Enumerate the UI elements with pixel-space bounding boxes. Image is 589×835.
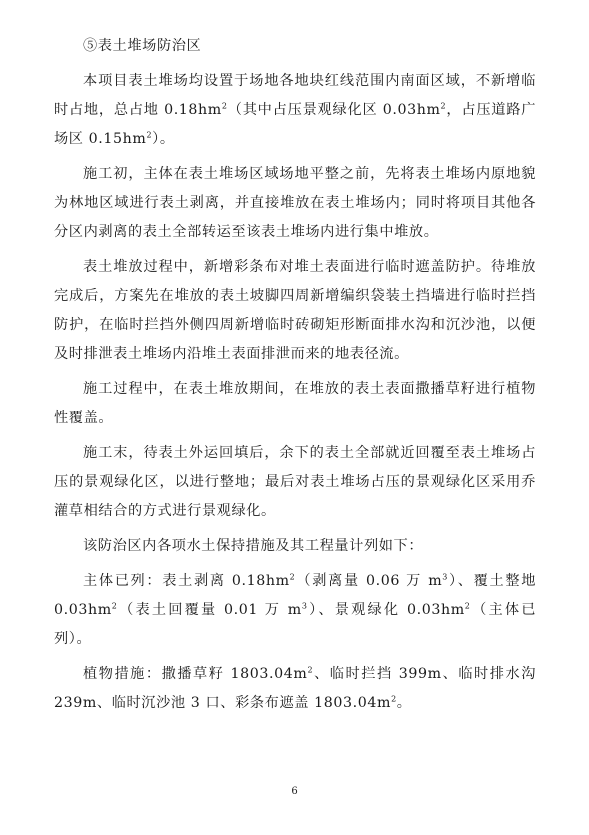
paragraph-2 (54, 160, 536, 247)
superscript: 2 (111, 601, 118, 611)
superscript: 3 (442, 572, 448, 582)
text-run: 、临时拦挡 399m、临时排水沟 239m、临时沉沙池 3 口、彩条布遮盖 1803.04m (54, 666, 536, 711)
text-run: ）、覆土整地 0.03hm (54, 573, 536, 618)
superscript: 2 (221, 101, 228, 111)
paragraph-8 (54, 660, 536, 718)
text-run: 施工初，主体在表土堆场区域场地平整之前，先将表土堆场内原地貌为林地区域进行表土剥离，并直接堆放在表土堆场内；同时将项目其他各分区内剥离的表土全部转运至该表土堆场内进行集中堆放。 (54, 166, 536, 240)
paragraph-4 (54, 375, 536, 433)
text-run: 该防治区内各项水土保持措施及其工程量计列如下： (83, 538, 424, 554)
text-run: 表土堆放过程中，新增彩条布对堆土表面进行临时遮盖防护。待堆放完成后，方案先在堆放的表土坡脚四周新增编织袋装土挡墙进行临时拦挡防护，在临时拦挡外侧四周新增临时砖砌矩形断面排水沟和沉沙池，以便及时排泄表土堆场内沿堆土表面排泄而来的地表径流。 (54, 259, 536, 362)
text-run: 。 (396, 695, 412, 711)
paragraph-7 (54, 567, 536, 654)
text-run: ，占压道路广场区 0.15hm (54, 102, 537, 147)
superscript: 2 (146, 130, 153, 140)
superscript: 2 (289, 572, 296, 582)
superscript: 2 (307, 665, 314, 675)
superscript: 2 (440, 101, 447, 111)
paragraph-3 (54, 253, 536, 369)
text-run: 主体已列：表土剥离 0.18hm (83, 573, 290, 589)
section-heading: ⑤表土堆场防治区 (83, 38, 202, 54)
paragraph-5 (54, 439, 536, 526)
superscript: 3 (301, 601, 308, 611)
text-run: （剥离量 0.06 万 m (295, 573, 443, 589)
text-run: ）。 (152, 131, 175, 147)
text-run: 施工过程中，在表土堆放期间，在堆放的表土表面撒播草籽进行植物性覆盖。 (54, 381, 536, 426)
paragraph-1 (54, 67, 536, 154)
text-run: 本项目表土堆场均设置于场地各地块红线范围内南面区域，不新增临时占地，总占地 0.18hm (54, 73, 536, 118)
superscript: 2 (391, 694, 397, 704)
superscript: 2 (464, 601, 471, 611)
paragraph-6 (54, 532, 536, 561)
text-run: ）、景观绿化 0.03hm (307, 602, 465, 618)
text-run: （其中占压景观绿化区 0.03hm (227, 102, 441, 118)
body-text (54, 32, 536, 718)
text-run: 施工末，待表土外运回填后，余下的表土全部就近回覆至表土堆场占压的景观绿化区，以进行整地；最后对表土堆场占压的景观绿化区采用乔灌草相结合的方式进行景观绿化。 (54, 445, 536, 519)
text-run: 植物措施：撒播草籽 1803.04m (83, 666, 308, 682)
text-run: （主体已列）。 (54, 602, 537, 647)
text-run: （表土回覆量 0.01 万 m (117, 602, 302, 618)
page-number: 6 (291, 786, 298, 797)
